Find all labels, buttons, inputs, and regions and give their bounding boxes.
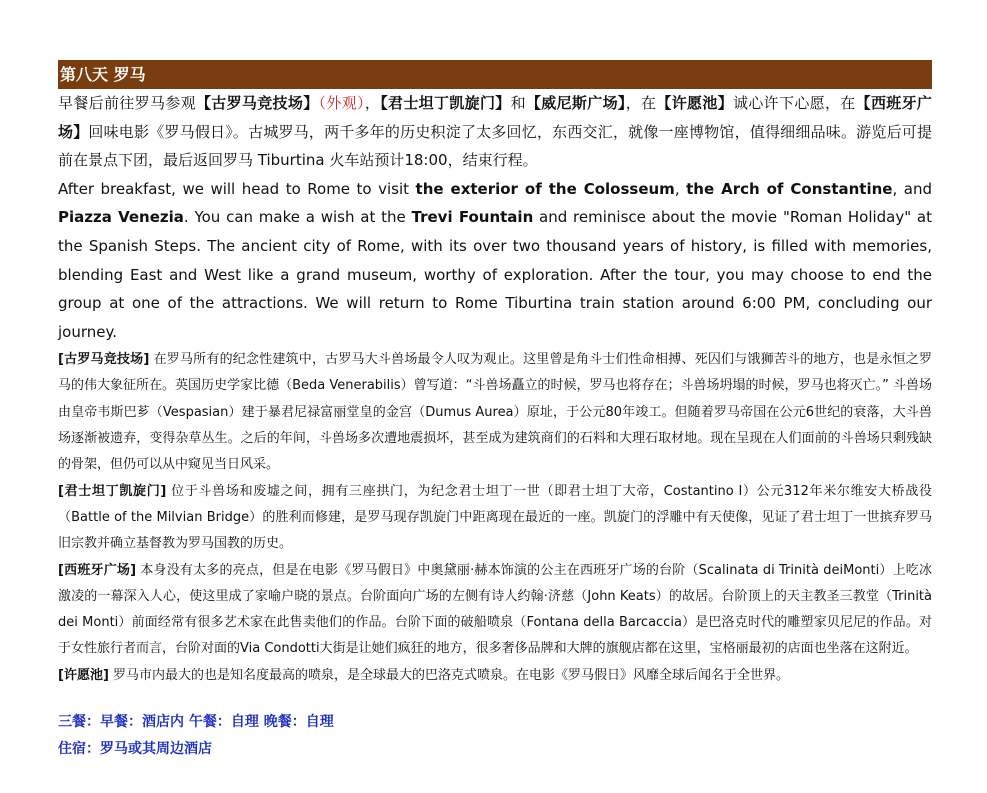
detail-trevi [58,663,932,689]
detail-text: 罗马市内最大的也是知名度最高的喷泉，是全球最大的巴洛克式喷泉。在电影《罗马假日》风靡全球后闻名于全世界。 [108,668,790,684]
cn-text: ， [364,94,381,112]
detail-arch [58,479,932,557]
en-text: , [674,179,687,198]
en-colosseum: the exterior of the Colosseum [415,179,675,198]
cn-text: 回味电影《罗马假日》。古城罗马，两千多年的历史积淀了太多回忆，东西交汇，就像一座博物馆，值得细细品味。游览后可提前在景点下团，最后返回罗马 Tiburtina 火车站预计18:00，结束行程。 [58,122,932,170]
meals-lodging [58,709,932,763]
detail-tag: [古罗马竞技场] [58,352,150,368]
cn-spanish-steps: 【西班牙广场】 [58,94,932,141]
cn-text: ，在 [625,94,657,112]
cn-text: 诚心许下心愿，在 [733,94,856,112]
chinese-paragraph [58,89,932,175]
day-header [58,60,932,89]
detail-colosseum [58,347,932,477]
itinerary-day-eight [58,60,932,763]
en-text: and reminisce about the movie "Roman Holiday" at the Spanish Steps. The ancient city of Rome, with its over two thousand years of history, is filled with memories, blending East and West like a grand museum, worthy of exploration. After the tour, you may choose to end the group at one of the attractions. We will return to Rome Tiburtina train station around 6:00 PM, concluding our journey. [58,208,932,341]
en-text: , and [892,179,932,198]
detail-spanish-steps [58,558,932,662]
detail-text: 本身没有太多的亮点，但是在电影《罗马假日》中奥黛丽·赫本饰演的公主在西班牙广场的台阶（Scalinata di Trinità deiMonti）上吃冰激凌的一幕深入人心，使这里成了家喻户晓的景点。台阶面向广场的左侧有诗人约翰·济慈（John Keats）的故居。台阶顶上的天主教圣三教堂（Trinità dei Monti）前面经常有很多艺术家在此售卖他们的作品。台阶下面的破船喷泉（Fontana della Barcaccia）是巴洛克时代的雕塑家贝尼尼的作品。对于女性旅行者而言，台阶对面的Via Condotti大街是让她们疯狂的地方，很多奢侈品牌和大牌的旗舰店都在这里，宝格丽最初的店面也坐落在这附近。 [58,563,932,657]
cn-text: 和 [510,94,526,112]
cn-exterior-note: （外观） [318,94,365,112]
english-paragraph [58,175,932,347]
detail-tag: [许愿池] [58,668,109,684]
detail-text: 在罗马所有的纪念性建筑中，古罗马大斗兽场最令人叹为观止。这里曾是角斗士们性命相搏、死囚们与饿狮苦斗的地方，也是永恒之罗马的伟大象征所在。英国历史学家比德（Beda Venerabilis）曾写道：“斗兽场矗立的时候，罗马也将存在；斗兽场坍塌的时候，罗马也将灭亡。” 斗兽场由皇帝韦斯巴芗（Vespasian）建于暴君尼禄富丽堂皇的金宫（Dumus Aurea）原址，于公元80年竣工。但随着罗马帝国在公元6世纪的衰落，大斗兽场逐渐被遗弃，变得杂草丛生。之后的年间，斗兽场多次遭地震损坏，甚至成为建筑商们的石料和大理石取材地。现在呈现在人们面前的斗兽场只剩残缺的骨架，但仍可以从中窥见当日风采。 [58,352,932,472]
cn-trevi: 【许愿池】 [656,94,734,112]
en-arch: the Arch of Constantine [686,179,893,198]
en-venezia: Piazza Venezia [58,208,184,227]
en-text: . You can make a wish at the [183,208,412,227]
day-title: 第八天 罗马 [60,65,146,84]
en-text: After breakfast, we will head to Rome to visit [58,179,416,198]
meals-line: 三餐：早餐：酒店内 午餐：自理 晚餐：自理 [58,713,334,730]
cn-colosseum: 【古罗马竞技场】 [195,94,319,112]
en-trevi: Trevi Fountain [411,208,534,227]
detail-tag: [西班牙广场] [58,563,137,579]
detail-text: 位于斗兽场和废墟之间，拥有三座拱门，为纪念君士坦丁一世（即君士坦丁大帝，Costantino I）公元312年米尔维安大桥战役（Battle of the Milvian Bridge）的胜利而修建，是罗马现存凯旋门中距离现在最近的一座。凯旋门的浮雕中有天使像，见证了君士坦丁一世摈弃罗马旧宗教并确立基督教为罗马国教的历史。 [58,483,933,551]
cn-arch: 【君士坦丁凯旋门】 [380,94,511,112]
lodging-line: 住宿：罗马或其周边酒店 [58,740,212,757]
cn-text: 早餐后前往罗马参观 [58,94,196,112]
detail-tag: [君士坦丁凯旋门] [58,483,167,499]
cn-venezia: 【威尼斯广场】 [525,94,626,112]
